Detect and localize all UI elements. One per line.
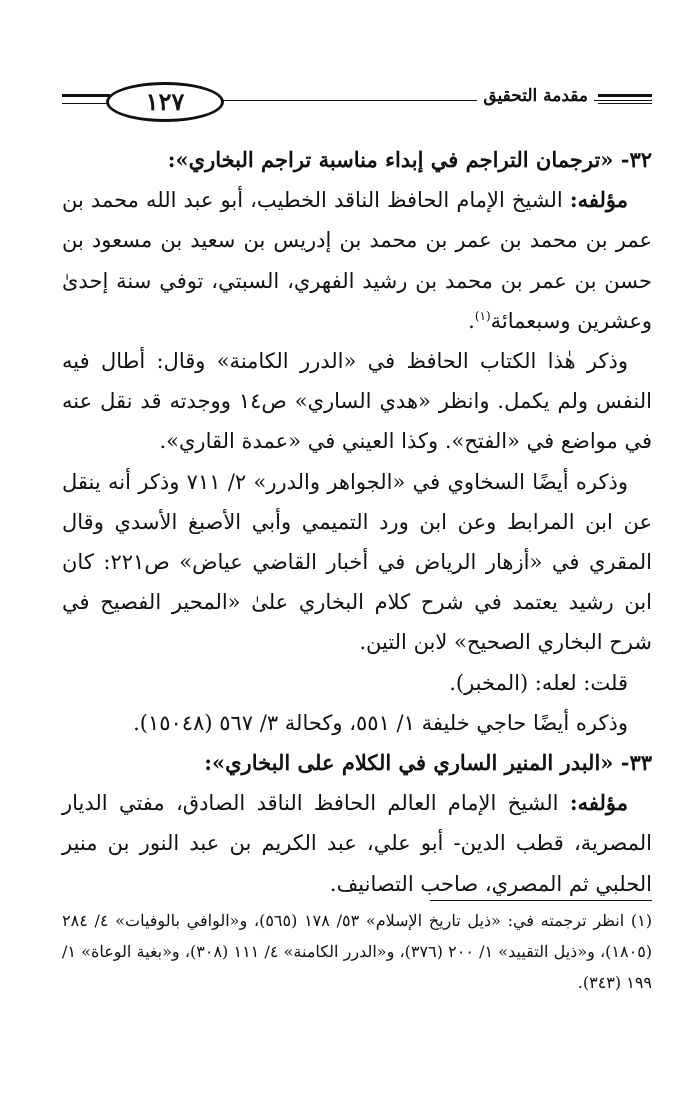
header-title-rule bbox=[598, 94, 652, 104]
entry-32-author: مؤلفه: الشيخ الإمام الحافظ الناقد الخطيب، أبو عبد الله محمد بن عمر بن محمد بن عمر بن محمد بن إدريس بن سعيد بن مسعود بن حسن بن عمر بن محمد بن رشيد الفهري، السبتي، توفي سنة إحدىٰ وعشرين وسبعمائة$^{(١)}$. bbox=[62, 187, 652, 333]
entry-33-author bbox=[62, 783, 652, 904]
entry-32-paragraph-3: وذكره أيضًا حاجي خليفة ١/ ٥٥١، وكحالة ٣/ ٥٦٧ (١٥٠٤٨). bbox=[133, 710, 628, 735]
entry-32-paragraph-2: وذكره أيضًا السخاوي في «الجواهر والدرر» ٢/ ٧١١ وذكر أنه ينقل عن ابن المرابط وعن ابن ورد التميمي وأبي الأصبغ الأسدي وقال المقري في «أزهار الرياض في أخبار القاضي عياض» ص٢٢١: كان ابن رشيد يعتمد في شرح كلام البخاري علىٰ «المحير الفصيح في شرح البخاري الصحيح» لابن التين. bbox=[62, 469, 652, 655]
footnote-ref: (١) bbox=[474, 308, 491, 323]
entry-32-title: ٣٢- «ترجمان التراجم في إبداء مناسبة تراجم البخاري»: bbox=[167, 147, 652, 172]
entry-32-paragraph-1: وذكر هٰذا الكتاب الحافظ في «الدرر الكامنة» وقال: أطال فيه النفس ولم يكمل. وانظر «هدي الساري» ص١٤ ووجدته قد نقل عنه في مواضع في «الفتح». وكذا العيني في «عمدة القاري». bbox=[62, 349, 652, 454]
footnote-separator bbox=[430, 900, 652, 901]
author-label: مؤلفه: bbox=[569, 187, 628, 213]
page-header bbox=[62, 80, 652, 124]
running-title: مقدمة التحقيق bbox=[477, 86, 594, 106]
footnotes bbox=[62, 905, 652, 998]
author-text: الشيخ الإمام العالم الحافظ الناقد الصادق، مفتي الديار المصرية، قطب الدين- أبو علي، عبد الكريم بن عبد النور بن منير الحلبي ثم المصري، صاحب التصانيف. bbox=[62, 791, 652, 896]
footnote-1: (١) انظر ترجمته في: «ذيل تاريخ الإسلام» ٥٣/ ١٧٨ (٥٦٥)، و«الوافي بالوفيات» ٤/ ٢٨٤ (١٨٠٥)، و«ذيل التقييد» ١/ ٢٠٠ (٣٧٦)، و«الدرر الكامنة» ٤/ ١١١ (٣٠٨)، و«بغية الوعاة» ١/ ١٩٩ (٣٤٣). bbox=[62, 911, 653, 992]
author-label: مؤلفه: bbox=[569, 790, 628, 816]
entry-32-note: قلت: لعله: (المخبر). bbox=[449, 670, 628, 695]
header-rule-left bbox=[62, 94, 110, 104]
page-number: ١٢٧ bbox=[106, 82, 224, 122]
main-text bbox=[62, 140, 652, 904]
author-text: الشيخ الإمام الحافظ الناقد الخطيب، أبو عبد الله محمد بن عمر بن محمد بن عمر بن محمد بن إدريس بن سعيد بن مسعود بن حسن بن عمر بن محمد بن رشيد الفهري، السبتي، توفي سنة إحدىٰ وعشرين وسبعمائة bbox=[62, 188, 652, 333]
entry-33-title: ٣٣- «البدر المنير الساري في الكلام على البخاري»: bbox=[204, 750, 652, 776]
